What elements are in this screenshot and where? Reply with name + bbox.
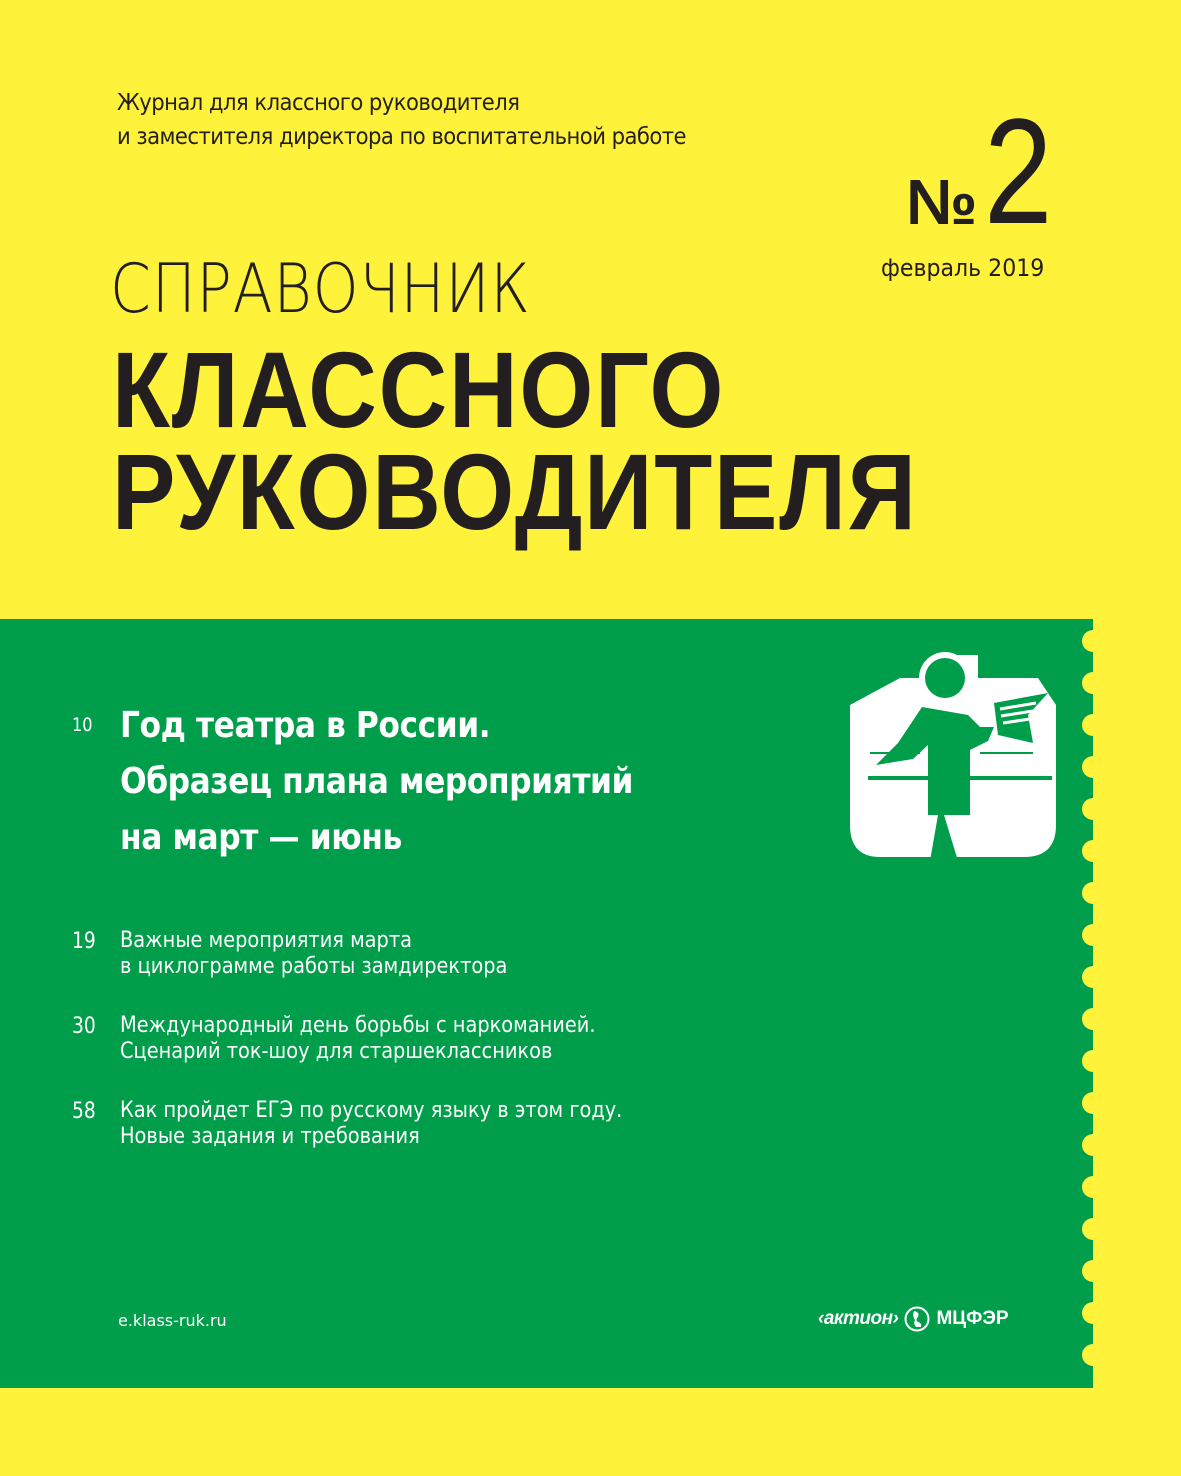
publisher-logos xyxy=(818,1306,1009,1332)
contents-item-title xyxy=(120,1098,622,1150)
lead-article-page: 10 xyxy=(72,714,93,736)
lead-article-line: на март — июнь xyxy=(120,817,402,858)
contents-item-line: Сценарий ток-шоу для старшеклассников xyxy=(120,1039,553,1064)
mcfer-logo: МЦФЭР xyxy=(936,1308,1009,1329)
magazine-title-line-3: РУКОВОДИТЕЛЯ xyxy=(112,431,918,552)
magazine-title-line-1: СПРАВОЧНИК xyxy=(110,250,531,329)
lead-article-line: Образец плана мероприятий xyxy=(120,761,634,802)
contents-item-title xyxy=(120,928,507,980)
aktion-logo: ‹актион› xyxy=(818,1308,899,1329)
teacher-with-document-icon xyxy=(838,645,1064,859)
contents-item-page: 30 xyxy=(72,1014,96,1039)
tagline-line-1: Журнал для классного руководителя xyxy=(117,90,520,116)
contents-item-page: 19 xyxy=(72,929,96,954)
mcfer-emblem-icon xyxy=(904,1306,930,1332)
contents-item-line: в циклограмме работы замдиректора xyxy=(120,954,508,979)
issue-number: 2 xyxy=(984,87,1053,255)
lead-article-line: Год театра в России. xyxy=(120,705,491,746)
issue-date: февраль 2019 xyxy=(881,254,1045,282)
issue-number-sign: № xyxy=(906,166,974,238)
contents-item-page: 58 xyxy=(72,1099,96,1124)
website-url[interactable]: e.klass-ruk.ru xyxy=(118,1311,227,1330)
contents-item-line: Новые задания и требования xyxy=(120,1124,420,1149)
contents-item-line: Международный день борьбы с наркоманией. xyxy=(120,1013,596,1038)
magazine-title-line-2: КЛАССНОГО xyxy=(112,329,726,450)
contents-item-line: Важные мероприятия марта xyxy=(120,928,412,953)
lead-article-title xyxy=(120,698,633,866)
tagline-line-2: и заместителя директора по воспитательной работе xyxy=(117,124,687,150)
stamp-edge-decoration xyxy=(1082,619,1106,1388)
contents-item-title xyxy=(120,1013,596,1065)
contents-item-line: Как пройдет ЕГЭ по русскому языку в этом году. xyxy=(120,1098,623,1123)
journal-tagline xyxy=(117,86,686,154)
